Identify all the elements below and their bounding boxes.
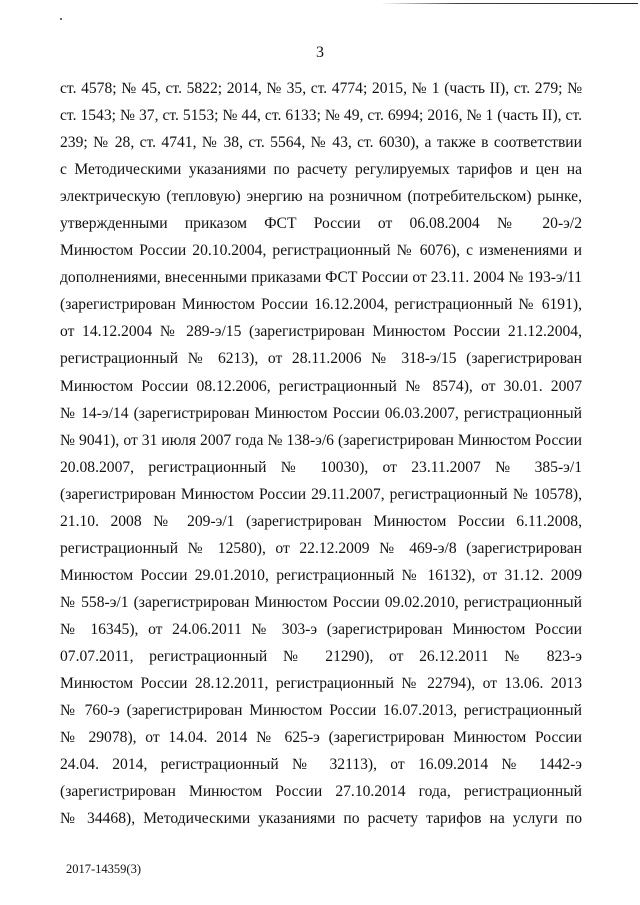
text-line-23: Минюстом России 28.12.2011, регистрационный № 22794), от 13.06. 2013 xyxy=(60,675,582,693)
text-line-8: дополнениями, внесенными приказами ФСТ России от 23.11. 2004 № 193-э/11 xyxy=(60,269,582,287)
text-line-21: № 16345), от 24.06.2011 № 303-э (зарегистрирован Минюстом России xyxy=(60,620,582,638)
scan-artifact-dot xyxy=(60,18,62,20)
text-line-20: № 558-э/1 (зарегистрирован Минюстом России 09.02.2010, регистрационный xyxy=(60,593,582,611)
text-line-25: № 29078), от 14.04. 2014 № 625-э (зарегистрирован Минюстом России xyxy=(60,729,582,747)
text-line-13: № 14-э/14 (зарегистрирован Минюстом России 06.03.2007, регистрационный xyxy=(60,404,582,422)
text-line-6: утвержденными приказом ФСТ России от 06.08.2004 № 20-э/2 xyxy=(60,215,582,233)
document-code: 2017-14359(3) xyxy=(66,862,141,876)
page-number: 3 xyxy=(316,44,324,61)
text-line-4: с Методическими указаниями по расчету регулируемых тарифов и цен на xyxy=(60,161,582,179)
text-line-16: (зарегистрирован Минюстом России 29.11.2007, регистрационный № 10578), xyxy=(60,485,582,503)
text-line-10: от 14.12.2004 № 289-э/15 (зарегистрирован Минюстом России 21.12.2004, xyxy=(60,323,582,341)
scan-artifact-line xyxy=(380,3,638,4)
text-line-2: ст. 1543; № 37, ст. 5153; № 44, ст. 6133; № 49, ст. 6994; 2016, № 1 (часть II), ст. xyxy=(60,107,582,125)
text-line-5: электрическую (тепловую) энергию на розничном (потребительском) рынке, xyxy=(60,188,582,206)
text-line-17: 21.10. 2008 № 209-э/1 (зарегистрирован Минюстом России 6.11.2008, xyxy=(60,512,582,530)
text-line-27: (зарегистрирован Минюстом России 27.10.2014 года, регистрационный xyxy=(60,783,582,801)
text-line-15: 20.08.2007, регистрационный № 10030), от 23.11.2007 № 385-э/1 xyxy=(60,458,582,476)
text-line-9: (зарегистрирован Минюстом России 16.12.2004, регистрационный № 6191), xyxy=(60,296,582,314)
text-line-3: 239; № 28, ст. 4741, № 38, ст. 5564, № 43, ст. 6030), а также в соответствии xyxy=(60,134,582,152)
text-line-7: Минюстом России 20.10.2004, регистрационный № 6076), с изменениями и xyxy=(60,242,582,260)
text-line-1: ст. 4578; № 45, ст. 5822; 2014, № 35, ст. 4774; 2015, № 1 (часть II), ст. 279; № xyxy=(60,80,582,97)
text-line-18: регистрационный № 12580), от 22.12.2009 № 469-э/8 (зарегистрирован xyxy=(60,539,582,557)
text-line-14: № 9041), от 31 июля 2007 года № 138-э/6 (зарегистрирован Минюстом России xyxy=(60,431,582,449)
text-line-28: № 34468), Методическими указаниями по расчету тарифов на услуги по xyxy=(60,810,582,828)
text-line-22: 07.07.2011, регистрационный № 21290), от 26.12.2011 № 823-э xyxy=(60,647,582,665)
text-line-12: Минюстом России 08.12.2006, регистрационный № 8574), от 30.01. 2007 xyxy=(60,377,582,395)
text-line-24: № 760-э (зарегистрирован Минюстом России 16.07.2013, регистрационный xyxy=(60,702,582,720)
body-text xyxy=(60,75,582,832)
text-line-19: Минюстом России 29.01.2010, регистрационный № 16132), от 31.12. 2009 xyxy=(60,566,582,584)
text-line-11: регистрационный № 6213), от 28.11.2006 № 318-э/15 (зарегистрирован xyxy=(60,350,582,368)
text-line-26: 24.04. 2014, регистрационный № 32113), от 16.09.2014 № 1442-э xyxy=(60,756,582,774)
